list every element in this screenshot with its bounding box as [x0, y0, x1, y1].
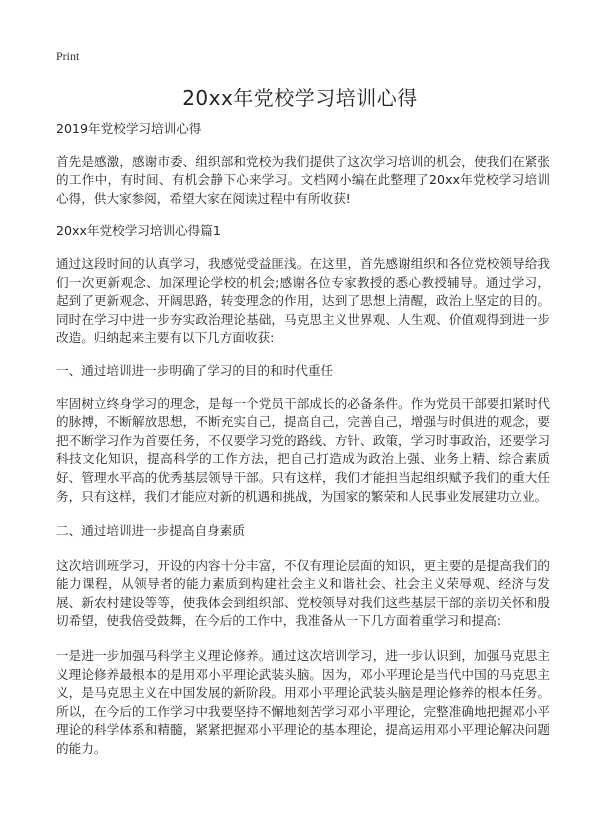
paragraph-1: 通过这段时间的认真学习，我感觉受益匪浅。在这里，首先感谢组织和各位党校领导给我们一次更新观念、加深理论学校的机会;感谢各位专家教授的悉心教授辅导。通过学习，起到了更新观念、开阔思路，转变理念的作用，达到了思想上清醒，政治上坚定的目的。同时在学习中进一步夯实政治理论基础，马克思主义世界观、人生观、价值观得到进一步改造。归纳起来主要有以下几方面收获: — [56, 255, 550, 346]
document-subtitle: 2019年党校学习培训心得 — [56, 121, 202, 136]
paragraph-2: 牢固树立终身学习的理念，是每一个党员干部成长的必备条件。作为党员干部要扣紧时代的脉搏，不断解放思想，不断充实自己，提高自己，完善自己，增强与时俱进的观念，要把不断学习作为首要任务，不仅要学习党的路线、方针、政策，学习时事政治，还要学习科技文化知识，提高科学的工作方法，把自己打造成为政治上强、业务上精、综合素质好、管理水平高的优秀基层领导干部。只有这样，我们才能担当起组织赋予我们的重大任务，只有这样，我们才能应对新的机遇和挑战，为国家的繁荣和人民事业发展建功立业。 — [56, 395, 550, 504]
paragraph-4: 一是进一步加强马科学主义理论修养。通过这次培训学习，进一步认识到，加强马克思主义理论修养最根本的是用邓小平理论武装头脑。因为，邓小平理论是当代中国的马克思主义，是马克思主义在中国发展的新阶段。用邓小平理论武装头脑是理论修养的根本任务。所以，在今后的工作学习中我要坚持不懈地刻苦学习邓小平理论，完整准确地把握邓小平理论的科学体系和精髓，紧紧把握邓小平理论的基本理论，提高运用邓小平理论解决问题的能力。 — [56, 648, 550, 757]
paragraph-3: 这次培训班学习，开设的内容十分丰富，不仅有理论层面的知识，更主要的是提高我们的能力课程，从领导者的能力素质到构建社会主义和谐社会、社会主义荣辱观、经济与发展、新农村建设等等，使我体会到组织部、党校领导对我们这些基层干部的亲切关怀和殷切希望，使我倍受鼓舞，在今后的工作中，我准备从一下几方面着重学习和提高: — [56, 557, 550, 629]
section-title: 20xx年党校学习培训心得篇1 — [56, 223, 221, 239]
intro-paragraph: 首先是感激，感谢市委、组织部和党校为我们提供了这次学习培训的机会，使我们在紧张的工作中，有时间、有机会静下心来学习。文档网小编在此整理了20xx年党校学习培训心得，供大家参阅，希望大家在阅读过程中有所收获! — [56, 153, 550, 206]
heading-2: 二、通过培训进一步提高自身素质 — [56, 523, 245, 539]
heading-1: 一、通过培训进一步明确了学习的目的和时代重任 — [56, 362, 334, 378]
document-title: 20xx年党校学习培训心得 — [182, 86, 418, 110]
print-button[interactable]: Print — [56, 49, 80, 63]
document-body — [56, 120, 550, 759]
